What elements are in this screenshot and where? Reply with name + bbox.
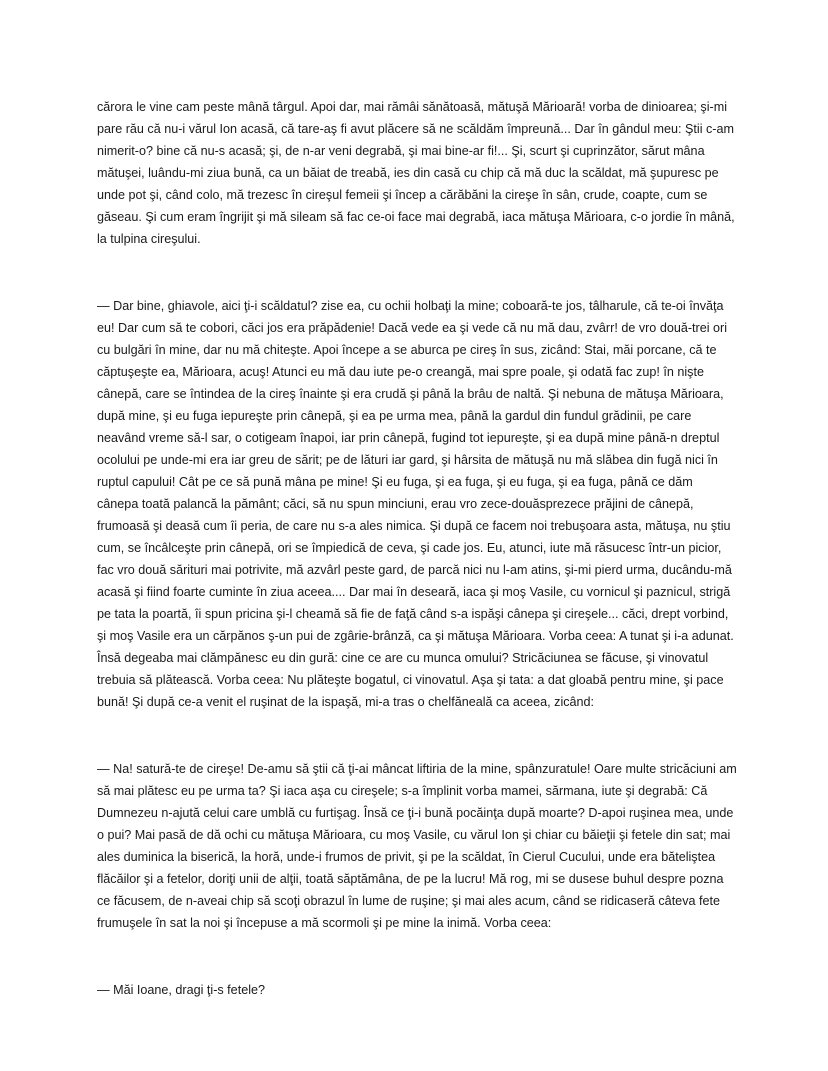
paragraph-3: — Na! satură-te de cireşe! De-amu să ştii că ţi-ai mâncat liftiria de la mine, spânzuratule! Oare multe stricăciuni am să mai plătesc eu pe urma ta? Şi iaca aşa cu cireşele; s-a împlinit vorba mamei, sărmana, iute şi degrabă: Că Dumnezeu n-ajută celui care umblă cu furtişag. Însă ce ţi-i bună pocăinţa după moarte? D-apoi ruşinea mea, unde o pui? Mai pasă de dă ochi cu mătuşa Mărioara, cu moş Vasile, cu vărul Ion şi chiar cu băieţii şi fetele din sat; mai ales duminica la biserică, la horă, unde-i frumos de privit, şi pe la scăldat, în Cierul Cucului, unde era băteliştea flăcăilor şi a fetelor, doriţi unii de alţii, toată săptămâna, de pe la lucru! Mă rog, mi se dusese buhul despre pozna ce făcusem, de n-aveai chip să scoţi obrazul în lume de ruşine; şi mai ales acum, când se ridicaseră câteva fete frumuşele în sat la noi şi începuse a mă scormoli şi pe mine la inimă. Vorba ceea: (97, 762, 737, 930)
paragraph-1: cărora le vine cam peste mână târgul. Apoi dar, mai rămâi sănătoasă, mătuşă Mărioară! vorba de dinioarea; şi-mi pare rău că nu-i vărul Ion acasă, că tare-aş fi avut plăcere să ne scăldăm împreună... Dar în gândul meu: Ştii c-am nimerit-o? bine că nu-s acasă; şi, de n-ar veni degrabă, şi mai bine-ar fi!... Şi, scurt şi cuprinzător, sărut mâna mătuşei, luându-mi ziua bună, ca un băiat de treabă, ies din casă cu chip că mă duc la scăldat, mă şupuresc pe unde pot şi, când colo, mă trezesc în cireşul femeii şi încep a cărăbăni la cireşe în sân, crude, coapte, cum se găseau. Şi cum eram îngrijit şi mă sileam să fac ce-oi face mai degrabă, iaca mătuşa Mărioara, c-o jordie în mână, la tulpina cireşului. (97, 100, 735, 246)
paragraph-2: — Dar bine, ghiavole, aici ţi-i scăldatul? zise ea, cu ochii holbaţi la mine; coboară-te jos, tâlharule, că te-oi învăţa eu! Dar cum să te cobori, căci jos era prăpădenie! Dacă vede ea şi vede că nu mă dau, zvârr! de vro două-trei ori cu bulgări în mine, dar nu mă chiteşte. Apoi începe a se aburca pe cireş în sus, zicând: Stai, măi porcane, că te căptuşeşte ea, Mărioara, acuş! Atunci eu mă dau iute pe-o creangă, mai spre poale, şi odată fac zup! în nişte cânepă, care se întindea de la cireş înainte şi era crudă şi până la brâu de naltă. Şi nebuna de mătuşa Mărioara, după mine, şi eu fuga iepureşte prin cânepă, şi ea pe urma mea, până la gardul din fundul grădinii, pe care neavând vreme să-l sar, o cotigeam înapoi, iar prin cânepă, fugind tot iepureşte, şi ea după mine până-n dreptul ocolului pe unde-mi era iar greu de sărit; pe de lături iar gard, şi hârsita de mătuşă nu mă slăbea din fugă nici în ruptul capului! Cât pe ce să pună mâna pe mine! Şi eu fuga, şi ea fuga, şi eu fuga, şi ea fuga, până ce dăm cânepa toată palancă la pământ; căci, să nu spun minciuni, erau vro zece-douăsprezece prăjini de cânepă, frumoasă şi deasă cum îi peria, de care nu s-a ales nimica. Şi după ce facem noi trebuşoara asta, mătuşa, nu ştiu cum, se încâlceşte prin cânepă, ori se împiedică de ceva, şi cade jos. Eu, atunci, iute mă răsucesc într-un picior, fac vro două sărituri mai potrivite, mă azvârl peste gard, de parcă nici nu l-am atins, şi-mi pierd urma, ducându-mă acasă şi fiind foarte cuminte în ziua aceea.... Dar mai în deseară, iaca şi moş Vasile, cu vornicul şi paznicul, strigă pe tata la poartă, îi spun pricina şi-l cheamă să fie de faţă când s-a ispăşi cânepa şi cireşele... căci, drept vorbind, şi moş Vasile era un cărpănos ş-un pui de zgârie-brânză, ca şi mătuşa Mărioara. Vorba ceea: A tunat şi i-a adunat. Însă degeaba mai clămpănesc eu din gură: cine ce are cu munca omului? Stricăciunea se făcuse, şi vinovatul trebuia să plătească. Vorba ceea: Nu plăteşte bogatul, ci vinovatul. Aşa şi tata: a dat gloabă pentru mine, şi pace bună! Şi după ce-a venit el ruşinat de la ispaşă, mi-a tras o chelfăneală ca aceea, zicând: (97, 299, 734, 709)
paragraph-4: — Măi Ioane, dragi ţi-s fetele? (97, 983, 265, 997)
document-page (97, 96, 737, 1001)
